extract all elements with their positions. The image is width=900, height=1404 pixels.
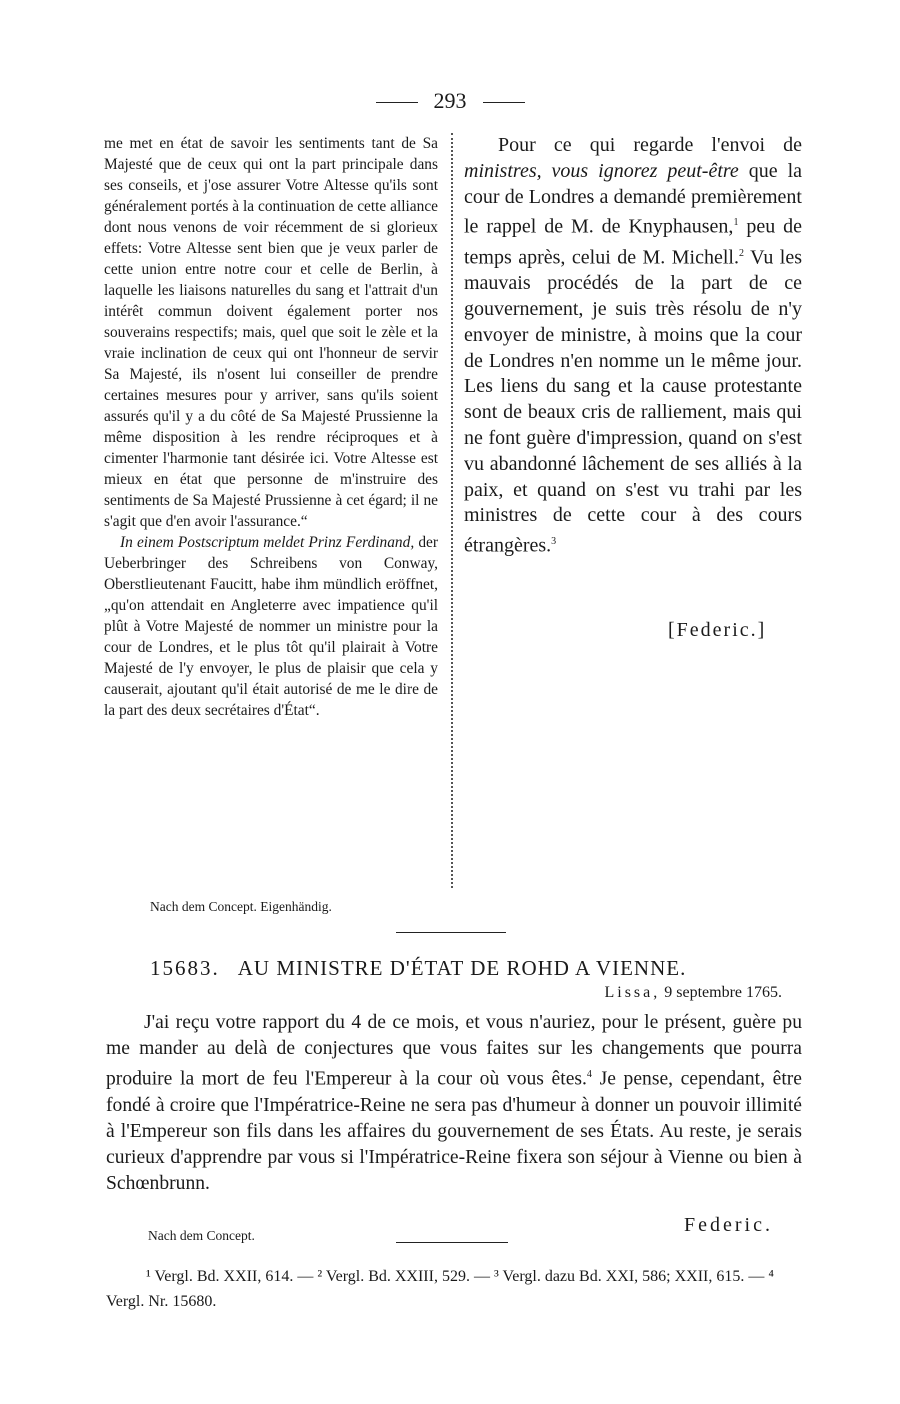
right-column [464, 133, 802, 560]
postscript-intro: In einem Postscriptum meldet Prinz Ferdinand, [120, 534, 415, 551]
left-column [104, 133, 438, 721]
signature-letter: Federic. [684, 1214, 773, 1236]
section-rule [396, 932, 506, 933]
signature-right: [Federic.] [668, 619, 767, 641]
footnotes [106, 1264, 806, 1314]
right-text-3: peu de temps après, celui de M. Michell. [464, 216, 802, 269]
source-note-left: Nach dem Concept. Eigenhändig. [150, 899, 332, 914]
letter-body [106, 1010, 802, 1197]
dateline-date: 9 septembre 1765. [664, 984, 782, 1001]
source-note-letter: Nach dem Concept. [148, 1228, 255, 1243]
footnote-mark-3: 3 [551, 536, 557, 548]
footnote-mark-4: 4 [586, 1069, 592, 1080]
footnote-mark-1: 1 [733, 217, 739, 229]
page-number-line [0, 88, 900, 114]
letter-heading [150, 956, 790, 981]
page-number-dash-right [483, 102, 525, 103]
column-separator [451, 133, 453, 888]
right-text-4: Vu les mauvais procédés de la part de ce gouvernement, je suis très résolu de n'y envoyer de ministre, à moins que la cour de Londres n'en nomme un le même jour. Les liens du sang et la cause protestante sont de beaux cris de ralliement, mais qui ne font guère d'impression, quand on s'est vu abandonné lâchement de ses alliés à la paix, et quand on s'est vu trahi par les ministres de cette cour à des cours étrangères. [464, 246, 802, 557]
letter-number: 15683. [150, 956, 220, 980]
right-text-1: Pour ce qui regarde l'envoi de [498, 134, 802, 156]
letter-text-2: Je pense, cependant, être fondé à croire que l'Impératrice-Reine ne sera pas d'humeur à donner un pouvoir illimité à l'Empereur son fils dans les affaires du gouvernement de ses États. Au reste, je serais curieux d'apprendre par vous si l'Impératrice-Reine fixera son séjour à Vienne ou bien à Schœnbrunn. [106, 1068, 802, 1194]
dateline-place: Lissa, [604, 984, 661, 1001]
postscript-paragraph [104, 532, 438, 721]
footnote-mark-2: 2 [738, 247, 744, 259]
right-text-2: que la cour de Londres a demandé premièrement le rappel de M. de Knyphausen, [464, 159, 803, 239]
postscript-text: der Ueberbringer des Schreibens von Conway, Oberstlieutenant Faucitt, habe ihm mündlich eröffnet, „qu'on attendait en Angleterre avec impatience qu'il plût à Votre Majesté de nommer un ministre pour la cour de Londres, et le plus tôt qu'il plairait à Votre Majesté de l'y envoyer, le plus de plaisir que cela y causerait, ajoutant qu'il était autorisé de me le dire de la part des deux secrétaires d'État“. [104, 534, 438, 719]
right-text-italic: ministres, vous ignorez peut-être [464, 159, 739, 182]
page-number-dash-left [376, 102, 418, 103]
page-number: 293 [433, 88, 467, 113]
dateline [604, 984, 782, 1002]
letter-paragraph [106, 1010, 802, 1197]
left-paragraph: me met en état de savoir les sentiments tant de Sa Majesté que de ceux qui ont la part principale dans ses conseils, et j'ose assurer Votre Altesse qu'ils sont généralement portés à la continuation de cette alliance dont nous venons de voir récemment de si glorieux effets: Votre Altesse sent bien que je veux parler de cette union entre notre cour et celle de Berlin, à laquelle les liaisons naturelles du sang et l'attrait d'un intérêt commun doivent également porter nos souverains respectifs; mais, quel que soit le zèle et la vraie inclination de ceux qui ont l'honneur de servir Sa Majesté, ils n'osent lui conseiller de prendre certaines mesures pour y arriver, sans qu'ils soient assurés qu'il y a du côté de Sa Majesté Prussienne la même disposition à les rendre réciproques et à cimenter l'harmonie tant désirée ici. Votre Altesse est mieux en état que personne de m'instruire des sentiments de Sa Majesté Prussienne à cet égard; il ne s'agit que d'en avoir l'assurance.“ [104, 135, 438, 530]
letter-title: AU MINISTRE D'ÉTAT DE ROHD A VIENNE. [237, 956, 687, 980]
right-paragraph [464, 133, 802, 560]
footnotes-text: ¹ Vergl. Bd. XXII, 614. — ² Vergl. Bd. XXIII, 529. — ³ Vergl. dazu Bd. XXI, 586; XXII, 615. — ⁴ Vergl. Nr. 15680. [106, 1268, 774, 1310]
footnote-rule [396, 1242, 508, 1243]
letter-text-1: J'ai reçu votre rapport du 4 de ce mois, et vous n'auriez, pour le présent, guère pu me mander au delà de conjectures que vous faites sur les changements que pourra produire la mort de feu l'Empereur à la cour où vous êtes. [106, 1012, 802, 1090]
